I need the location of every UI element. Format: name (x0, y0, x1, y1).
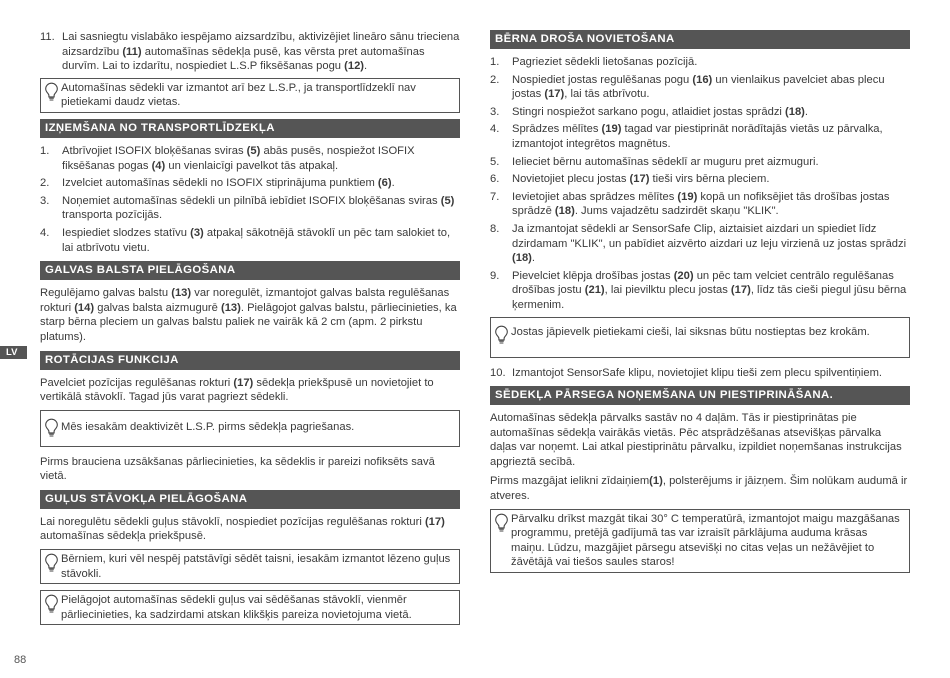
rotation-paragraph-2: Pirms brauciena uzsākšanas pārliecinieties, ka sēdeklis ir pareizi nofiksēts savā vietā. (40, 455, 435, 483)
list-item (490, 172, 910, 187)
item-number: 9. (490, 269, 500, 282)
note-text: Pielāgojot automašīnas sēdekli guļus vai sēdēšanas stāvoklī, vienmēr pārliecinieties, ka sadzirdami atskan klikšķis pareiza novietojuma vietā. (61, 594, 412, 621)
info-note (490, 317, 910, 358)
item-text: Nospiediet jostas regulēšanas pogu (16) un vienlaikus pavelciet abas plecu jostas (17), lai tās atbrīvotu. (512, 73, 885, 101)
language-tab: LV (0, 346, 27, 359)
item-number: 11. (40, 31, 55, 43)
lying-paragraph: Lai noregulētu sēdekli guļus stāvoklī, nospiediet pozīcijas regulēšanas rokturi (17) automašīnas sēdekļa priekšpusē. (40, 515, 445, 543)
lightbulb-icon (494, 513, 511, 535)
item-number: 2. (490, 73, 500, 86)
lightbulb-icon (494, 325, 511, 347)
lightbulb-icon (44, 418, 61, 440)
item-text: Pievelciet klēpja drošības jostas (20) un pēc tam velciet centrālo regulēšanas drošības jostu (21), lai pievilktu plecu jostas (17), līdz tās cieši piegul jūsu bērna ķermenim. (512, 269, 907, 311)
cover-paragraph-2: Pirms mazgājat ielikni zīdaiņiem(1), polsterējums ir jāizņem. Šim nolūkam audumā ir atveres. (490, 475, 908, 503)
note-text: Automašīnas sēdekli var izmantot arī bez L.S.P., ja transportlīdzeklī nav pietiekami daudz vietas. (61, 81, 416, 109)
item-text: Ievietojiet abas sprādzes mēlītes (19) kopā un nofiksējiet tās drošības jostas sprādzē (18). Jums vajadzētu sadzirdēt skaņu "KLIK". (512, 190, 890, 218)
item-number: 4. (490, 123, 500, 136)
info-note (40, 549, 460, 584)
lightbulb-icon (44, 82, 61, 104)
lightbulb-icon (44, 553, 61, 575)
list-item (490, 105, 910, 120)
item-text: Ja izmantojat sēdekli ar SensorSafe Clip, aiztaisiet aizdari un spiediet līdz dzirdamam "KLIK", un pabīdiet aizvērto aizdari uz leju virzienā uz jostas sprādzi (18). (512, 222, 907, 265)
fasten-list (490, 55, 910, 313)
note-text: Pārvalku drīkst mazgāt tikai 30° C temperatūrā, izmantojot maigu mazgāšanas programmu, pretējā gadījumā tas var izraisīt pārklājuma auduma krāsas maiņu. Lūdzu, mazgājiet pārsegu atsevišķi no citas veļas un nežāvējiet to žāvētājā vai tiešos saules staros! (511, 512, 900, 569)
list-item (490, 73, 910, 102)
list-item (490, 269, 910, 313)
item-number: 8. (490, 222, 500, 235)
item-text: Atbrīvojiet ISOFIX bloķēšanas sviras (5) abās pusēs, nospiežot ISOFIX fiksēšanas pogas (4) un vienlaicīgi pavelkot tās atpakaļ. (62, 144, 415, 172)
item-text: Izvelciet automašīnas sēdekli no ISOFIX stiprinājuma punktiem (6). (62, 177, 395, 190)
list-item (40, 176, 460, 191)
item-number: 7. (490, 190, 500, 203)
item-number: 2. (40, 177, 50, 190)
cover-paragraph: Automašīnas sēdekļa pārvalks sastāv no 4 daļām. Tās ir piestiprinātas pie automašīnas sēdekļa vairākās vietās. Pēc atsprādzēšanas atsevišķas pārvalka daļas var noņemt. Lai atkal piestiprinātu pārvalku, izpildiet noņemšanas instrukcijas apgrieztā secībā. (490, 412, 902, 468)
item-number: 1. (490, 56, 500, 68)
list-item (40, 194, 460, 223)
item-number: 5. (490, 155, 500, 168)
item-text: Lai sasniegtu vislabāko iespējamo aizsardzību, aktivizējiet lineāro sānu trieciena aizsardzību (11) automašīnas sēdekļa pusē, kas vērsta pret automašīnas durvīm. Lai to izdarītu, nospiediet L.S.P fiksēšanas pogu (12). (62, 31, 460, 73)
list-item (490, 122, 910, 151)
lightbulb-icon (44, 594, 61, 616)
list-item (490, 222, 910, 266)
list-item (40, 144, 460, 173)
info-note (490, 509, 910, 573)
section-heading-rotation: ROTĀCIJAS FUNKCIJA (40, 351, 460, 370)
info-note (40, 410, 460, 447)
headrest-paragraph: Regulējamo galvas balstu (13) var noregulēt, izmantojot galvas balsta regulēšanas rokturi (14) galvas balsta aizmugurē (13). Pielāgojot galvas balstu, pārliecinieties, ka starp bērna pleciem un galvas balstu paliek ne vairāk kā 2 cm (apm. 2 pirkstu platums). (40, 287, 457, 343)
item-text: Novietojiet plecu jostas (17) tieši virs bērna pleciem. (512, 173, 770, 186)
item-text: Izmantojot SensorSafe klipu, novietojiet klipu tieši zem plecu spilventiņiem. (512, 366, 882, 379)
note-text: Jostas jāpievelk pietiekami cieši, lai siksnas būtu nostieptas bez krokām. (511, 325, 870, 338)
item-text: Stingri nospiežot sarkano pogu, atlaidiet jostas sprādzi (18). (512, 105, 809, 118)
list-item (40, 30, 460, 74)
item-number: 1. (40, 144, 50, 157)
list-item (490, 190, 910, 219)
section-heading-fasten: BĒRNA DROŠA NOVIETOŠANA (490, 30, 910, 49)
item-number: 10. (490, 366, 506, 379)
item-text: Iespiediet slodzes statīvu (3) atpakaļ sākotnējā stāvoklī un pēc tam salokiet to, lai atbrīvotu vietu. (62, 226, 451, 254)
section-heading-lying: GUĻUS STĀVOKĻA PIELĀGOŠANA (40, 490, 460, 509)
item-text: Sprādzes mēlītes (19) tagad var piestiprināt norādītajās vietās uz pārvalka, izmantojot integrētos magnētus. (512, 123, 883, 150)
item-text: Ielieciet bērnu automašīnas sēdeklī ar muguru pret aizmuguri. (512, 155, 819, 168)
list-item (490, 155, 910, 170)
info-note (40, 590, 460, 625)
item-text: Pagrieziet sēdekli lietošanas pozīcijā. (512, 56, 698, 68)
section-heading-headrest: GALVAS BALSTA PIELĀGOŠANA (40, 261, 460, 280)
list-item (490, 55, 910, 70)
section-heading-cover: SĒDEKĻA PĀRSEGA NOŅEMŠANA UN PIESTIPRINĀŠANA. (490, 386, 910, 405)
info-note (40, 78, 460, 113)
rotation-paragraph: Pavelciet pozīcijas regulēšanas rokturi (17) sēdekļa priekšpusē un novietojiet to vertikālā stāvoklī. Tagad jūs varat pagriezt sēdekli. (40, 376, 434, 404)
left-column (40, 30, 460, 631)
item-number: 3. (490, 105, 500, 118)
page-number: 88 (14, 654, 27, 666)
note-text: Mēs iesakām deaktivizēt L.S.P. pirms sēdekļa pagriešanas. (61, 420, 355, 433)
list-item (40, 226, 460, 255)
item-number: 3. (40, 194, 50, 207)
section-heading-removal: IZŅEMŠANA NO TRANSPORTLĪDZEKĻA (40, 119, 460, 138)
item-number: 6. (490, 173, 500, 186)
note-text: Bērniem, kuri vēl nespēj patstāvīgi sēdēt taisni, iesakām izmantot lēzeno guļus stāvokli. (61, 553, 451, 580)
removal-list (40, 144, 460, 255)
list-item (490, 366, 910, 381)
item-text: Noņemiet automašīnas sēdekli un pilnībā iebīdiet ISOFIX bloķēšanas sviras (5) transporta pozīcijās. (62, 194, 455, 222)
right-column (490, 30, 910, 579)
item-number: 4. (40, 226, 50, 239)
